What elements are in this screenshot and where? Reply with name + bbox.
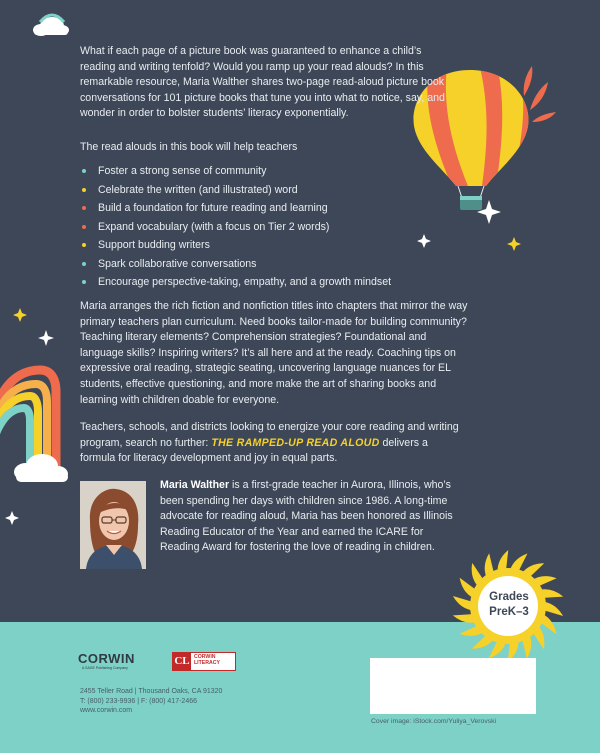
- cloud-icon: [33, 15, 69, 36]
- cover-credit: Cover image: iStock.com/Yuliya_Verovski: [371, 718, 497, 725]
- author-photo: [80, 481, 146, 569]
- bullets-intro: The read alouds in this book will help teachers: [80, 141, 298, 153]
- curriculum-paragraph: Maria arranges the rich fiction and nonfiction titles into chapters that mirror the way primary teachers plan curriculum. Need books tailor-made for building community? Teaching literary elements? Comprehension strategies? Foundational and language skills? Inspiring writers? It’s all here and at the ready. Coaching tips on expressive oral reading, strategic seating, uncovering language nuances for EL students, effective questioning, and more make the art of sharing books and learning with children doable for everyone.: [80, 300, 468, 406]
- imprint-mark: CL: [173, 653, 191, 670]
- author-name: Maria Walther: [160, 479, 230, 491]
- drop-icon: [530, 82, 548, 110]
- list-item: Spark collaborative conversations: [98, 255, 458, 274]
- bullet-dot-icon: [82, 206, 86, 210]
- bullet-dot-icon: [82, 243, 86, 247]
- book-title: THE RAMPED-UP READ ALOUD: [211, 436, 380, 449]
- publisher-tagline: A SAGE Publishing Company: [82, 666, 128, 670]
- drop-icon: [532, 112, 556, 122]
- sun-ray: [544, 602, 563, 616]
- bullet-dot-icon: [82, 188, 86, 192]
- sun-ray: [453, 596, 472, 610]
- description-paragraph: What if each page of a picture book was guaranteed to enhance a child’s reading and writing tenfold? Would you ramp up your read alouds? In this remarkable resource, Maria Walther shares two-page read-aloud picture book conversations for 101 picture books that tune you into what to notice, say, and wonder in order to bolster students’ literacy exponentially.: [80, 45, 445, 120]
- list-item: Encourage perspective-taking, empathy, and a growth mindset: [98, 273, 458, 292]
- bullet-dot-icon: [82, 169, 86, 173]
- drop-icon: [524, 66, 533, 96]
- benefits-list: [98, 162, 458, 292]
- closing-paragraph: Teachers, schools, and districts looking to energize your core reading and writing program, search no further: THE RAMPED-UP READ ALOUD delivers a formula for literacy development and joy in equal parts.: [80, 421, 459, 465]
- list-item: Build a foundation for future reading and learning: [98, 199, 458, 218]
- bullet-dot-icon: [82, 262, 86, 266]
- list-item: Expand vocabulary (with a focus on Tier 2 words): [98, 218, 458, 237]
- sparkle-icon: [38, 330, 54, 346]
- bullet-dot-icon: [82, 280, 86, 284]
- list-item: Foster a strong sense of community: [98, 162, 458, 181]
- author-bio: Maria Walther is a first-grade teacher in Aurora, Illinois, who’s been spending her days with children since 1986. A long-time advocate for reading aloud, Maria has been honored as Illinois Reading Educator of the Year and earned the ICARE for Reading Award for fostering the love of reading in children.: [160, 479, 453, 554]
- bullet-dot-icon: [82, 225, 86, 229]
- list-item: Celebrate the written (and illustrated) word: [98, 181, 458, 200]
- publisher-address: 2455 Teller Road | Thousand Oaks, CA 91320 T: (800) 233-9936 | F: (800) 417-2466 www.corwin.com: [80, 688, 223, 714]
- publisher-logo: CORWIN: [78, 651, 135, 666]
- sparkle-icon: [5, 511, 19, 525]
- grades-label: Grades PreK–3: [489, 591, 529, 618]
- sparkle-icon: [507, 237, 521, 251]
- imprint-name: CORWIN LITERACY: [194, 654, 220, 666]
- list-item: Support budding writers: [98, 236, 458, 255]
- sparkle-icon: [13, 308, 27, 322]
- barcode-area: [370, 658, 536, 714]
